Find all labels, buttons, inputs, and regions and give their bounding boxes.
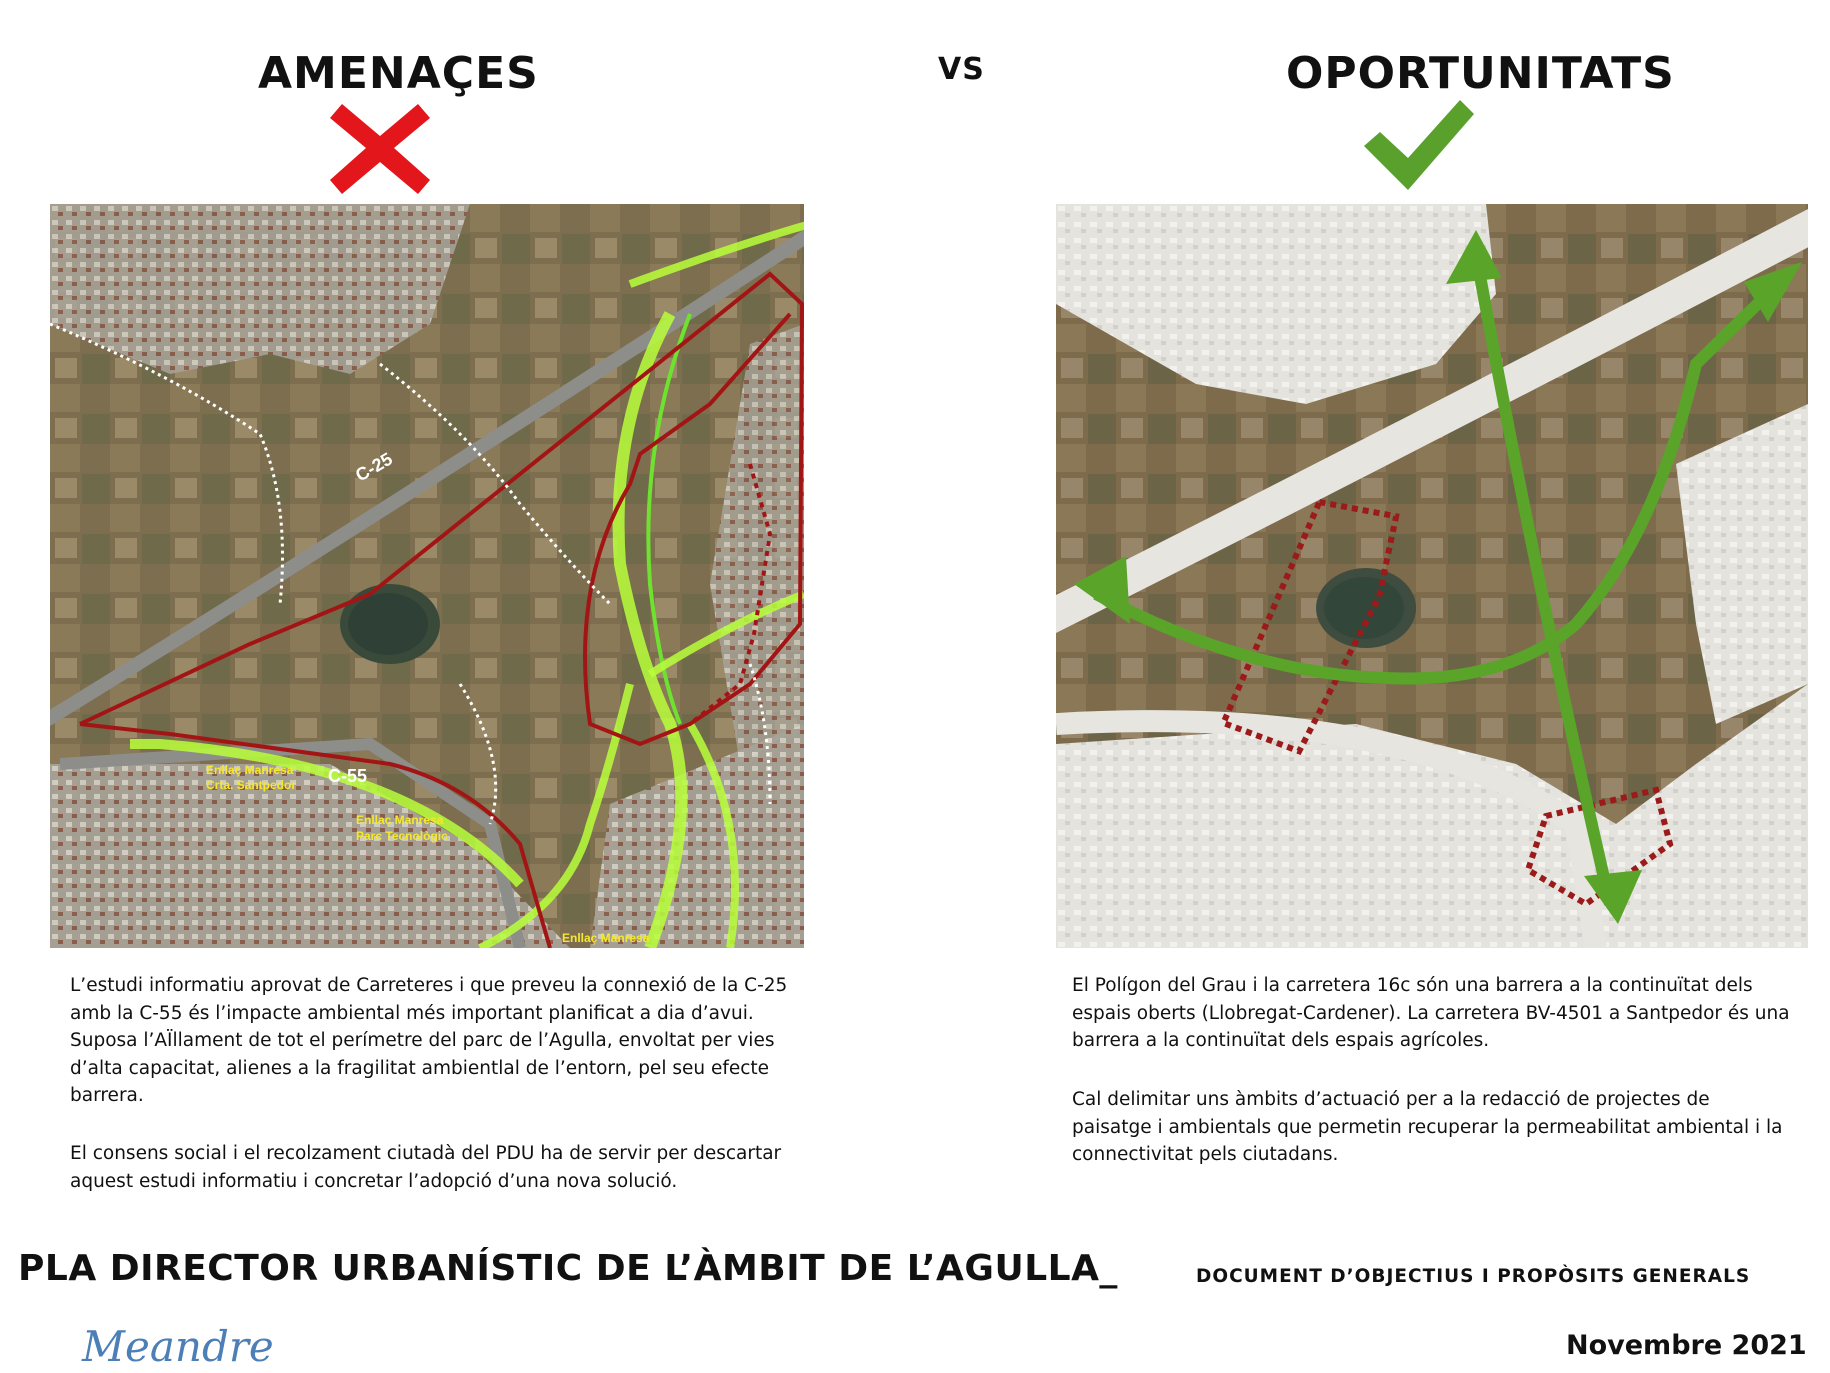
enllac-santpedor-label-line2: Crta. Santpedor (206, 778, 297, 792)
threats-aerial-map (50, 204, 804, 948)
document-date: Novembre 2021 (1566, 1330, 1807, 1361)
red-x-icon (328, 100, 432, 196)
enllac-santpedor-label-line1: Enllaç Manresa (206, 763, 294, 777)
meandre-logo: Meandre (82, 1322, 274, 1371)
enllac-parc-label-line1: Enllaç Manresa (356, 813, 444, 827)
document-title: PLA DIRECTOR URBANÍSTIC DE L’ÀMBIT DE L’AGULLA_ (18, 1248, 1118, 1289)
right-heading: OPORTUNITATS (1286, 48, 1675, 99)
opportunities-aerial-map (1056, 204, 1808, 948)
opportunities-conclusion-paragraph: Cal delimitar uns àmbits d’actuació per a la redacció de projectes de paisatge i ambientals que permetin recuperar la permeabilitat ambiental i la connectivitat pels ciutadans. (1072, 1089, 1783, 1165)
threats-conclusion-paragraph: El consens social i el recolzament ciutadà del PDU ha de servir per descartar aquest estudi informatiu i concretar l’adopció d’una nova solució. (70, 1143, 782, 1192)
c25-label: C-25 (352, 448, 396, 486)
green-check-icon (1360, 96, 1478, 196)
document-subtitle: DOCUMENT D’OBJECTIUS I PROPÒSITS GENERALS (1196, 1266, 1751, 1287)
enllac-parc-label-line2: Parc Tecnològic (356, 829, 448, 843)
enllac-manresa-label: Enllaç Manresa (562, 931, 650, 945)
opportunities-description-paragraph: El Polígon del Grau i la carretera 16c són una barrera a la continuïtat dels espais oberts (Llobregat-Cardener). La carretera BV-4501 a Santpedor és una barrera a la continuïtat dels espais agrícoles. (1072, 975, 1790, 1051)
versus-label: VS (938, 52, 985, 87)
left-heading: AMENAÇES (258, 48, 539, 99)
c55-label: C-55 (328, 766, 368, 786)
threats-description-paragraph: L’estudi informatiu aprovat de Carreteres i que preveu la connexió de la C-25 amb la C-55 és l’impacte ambiental més important planificat a dia d’avui. Suposa l’AÏllament de tot el perímetre del parc de l’Agulla, envoltat per vies d’alta capacitat, alienes a la fragilitat ambientlal de l’entorn, pel seu efecte barrera. (70, 975, 788, 1106)
